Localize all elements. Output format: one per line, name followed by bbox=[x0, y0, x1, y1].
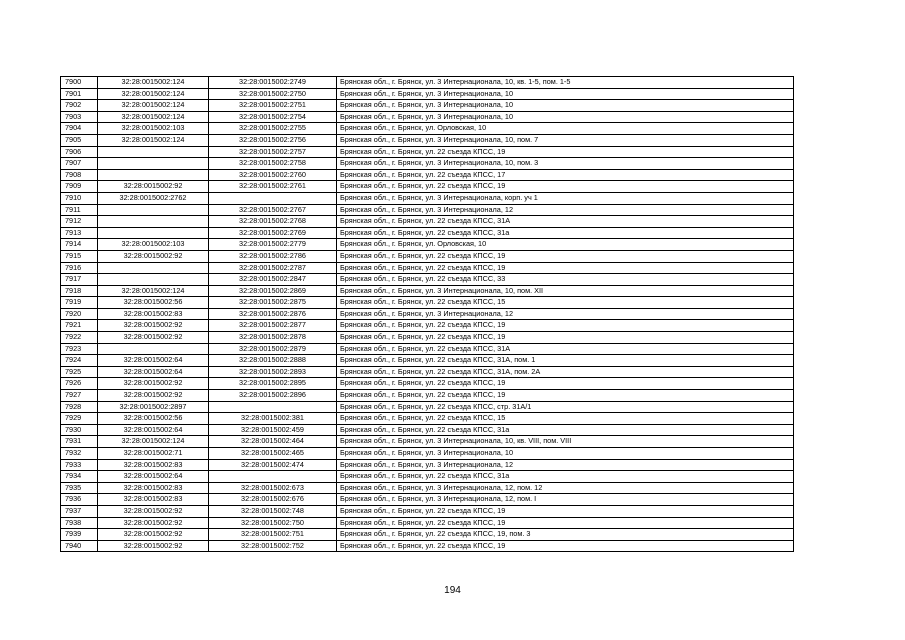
parcel-number-cell: 32:28:0015002:124 bbox=[98, 100, 209, 112]
address-cell: Брянская обл., г. Брянск, ул. 22 съезда КПСС, 19 bbox=[337, 250, 794, 262]
row-number-cell: 7908 bbox=[61, 169, 98, 181]
object-number-cell: 32:28:0015002:2751 bbox=[209, 100, 337, 112]
object-number-cell: 32:28:0015002:2786 bbox=[209, 250, 337, 262]
parcel-number-cell: 32:28:0015002:124 bbox=[98, 77, 209, 89]
row-number-cell: 7909 bbox=[61, 181, 98, 193]
object-number-cell: 32:28:0015002:381 bbox=[209, 413, 337, 425]
row-number-cell: 7900 bbox=[61, 77, 98, 89]
table-row bbox=[61, 366, 794, 378]
parcel-number-cell: 32:28:0015002:92 bbox=[98, 181, 209, 193]
row-number-cell: 7935 bbox=[61, 482, 98, 494]
parcel-number-cell: 32:28:0015002:92 bbox=[98, 529, 209, 541]
table-row bbox=[61, 88, 794, 100]
address-cell: Брянская обл., г. Брянск, ул. 22 съезда КПСС, 19 bbox=[337, 146, 794, 158]
row-number-cell: 7922 bbox=[61, 332, 98, 344]
parcel-number-cell: 32:28:0015002:64 bbox=[98, 366, 209, 378]
parcel-number-cell: 32:28:0015002:64 bbox=[98, 355, 209, 367]
parcel-number-cell bbox=[98, 146, 209, 158]
row-number-cell: 7915 bbox=[61, 250, 98, 262]
object-number-cell: 32:28:0015002:2754 bbox=[209, 111, 337, 123]
row-number-cell: 7918 bbox=[61, 285, 98, 297]
address-cell: Брянская обл., г. Брянск, ул. 22 съезда КПСС, 31А bbox=[337, 216, 794, 228]
table-row bbox=[61, 448, 794, 460]
row-number-cell: 7939 bbox=[61, 529, 98, 541]
table-row bbox=[61, 413, 794, 425]
address-cell: Брянская обл., г. Брянск, ул. 22 съезда КПСС, стр. 31А/1 bbox=[337, 401, 794, 413]
parcel-number-cell: 32:28:0015002:92 bbox=[98, 250, 209, 262]
table-row bbox=[61, 216, 794, 228]
object-number-cell bbox=[209, 471, 337, 483]
row-number-cell: 7934 bbox=[61, 471, 98, 483]
table-row bbox=[61, 239, 794, 251]
object-number-cell: 32:28:0015002:2878 bbox=[209, 332, 337, 344]
parcel-number-cell: 32:28:0015002:64 bbox=[98, 424, 209, 436]
address-cell: Брянская обл., г. Брянск, ул. 22 съезда КПСС, 19 bbox=[337, 517, 794, 529]
address-cell: Брянская обл., г. Брянск, ул. 3 Интернационала, 12, пом. I bbox=[337, 494, 794, 506]
object-number-cell: 32:28:0015002:459 bbox=[209, 424, 337, 436]
parcel-number-cell: 32:28:0015002:124 bbox=[98, 111, 209, 123]
parcel-number-cell bbox=[98, 158, 209, 170]
table-row bbox=[61, 471, 794, 483]
address-cell: Брянская обл., г. Брянск, ул. 3 Интернационала, 10 bbox=[337, 111, 794, 123]
address-cell: Брянская обл., г. Брянск, ул. 3 Интернационала, 10 bbox=[337, 88, 794, 100]
address-cell: Брянская обл., г. Брянск, ул. 22 съезда КПСС, 19 bbox=[337, 505, 794, 517]
table-row bbox=[61, 494, 794, 506]
address-cell: Брянская обл., г. Брянск, ул. 3 Интернационала, 12 bbox=[337, 459, 794, 471]
table-row bbox=[61, 390, 794, 402]
row-number-cell: 7927 bbox=[61, 390, 98, 402]
table-row bbox=[61, 274, 794, 286]
table-row bbox=[61, 146, 794, 158]
table-row bbox=[61, 134, 794, 146]
parcel-number-cell bbox=[98, 274, 209, 286]
object-number-cell: 32:28:0015002:2767 bbox=[209, 204, 337, 216]
table-row bbox=[61, 529, 794, 541]
page-number: 194 bbox=[444, 585, 461, 596]
table-row bbox=[61, 459, 794, 471]
parcel-number-cell: 32:28:0015002:56 bbox=[98, 413, 209, 425]
object-number-cell: 32:28:0015002:2895 bbox=[209, 378, 337, 390]
row-number-cell: 7910 bbox=[61, 192, 98, 204]
object-number-cell: 32:28:0015002:474 bbox=[209, 459, 337, 471]
row-number-cell: 7931 bbox=[61, 436, 98, 448]
address-cell: Брянская обл., г. Брянск, ул. 3 Интернационала, 12, пом. 12 bbox=[337, 482, 794, 494]
parcel-number-cell: 32:28:0015002:103 bbox=[98, 239, 209, 251]
address-cell: Брянская обл., г. Брянск, ул. 22 съезда КПСС, 33 bbox=[337, 274, 794, 286]
object-number-cell: 32:28:0015002:2877 bbox=[209, 320, 337, 332]
row-number-cell: 7907 bbox=[61, 158, 98, 170]
parcel-number-cell: 32:28:0015002:83 bbox=[98, 482, 209, 494]
address-cell: Брянская обл., г. Брянск, ул. 22 съезда КПСС, 19 bbox=[337, 332, 794, 344]
object-number-cell: 32:28:0015002:2879 bbox=[209, 343, 337, 355]
address-cell: Брянская обл., г. Брянск, ул. 3 Интернационала, 10 bbox=[337, 448, 794, 460]
table-row bbox=[61, 436, 794, 448]
table-row bbox=[61, 517, 794, 529]
parcel-number-cell bbox=[98, 262, 209, 274]
address-cell: Брянская обл., г. Брянск, ул. 22 съезда КПСС, 31а bbox=[337, 424, 794, 436]
object-number-cell: 32:28:0015002:2876 bbox=[209, 308, 337, 320]
parcel-number-cell: 32:28:0015002:83 bbox=[98, 308, 209, 320]
row-number-cell: 7925 bbox=[61, 366, 98, 378]
address-cell: Брянская обл., г. Брянск, ул. 22 съезда КПСС, 15 bbox=[337, 297, 794, 309]
address-cell: Брянская обл., г. Брянск, ул. Орловская, 10 bbox=[337, 123, 794, 135]
cadastral-table bbox=[60, 76, 794, 552]
address-cell: Брянская обл., г. Брянск, ул. 3 Интернационала, 10, кв. 1-5, пом. 1-5 bbox=[337, 77, 794, 89]
parcel-number-cell: 32:28:0015002:92 bbox=[98, 320, 209, 332]
address-cell: Брянская обл., г. Брянск, ул. 22 съезда КПСС, 19 bbox=[337, 378, 794, 390]
address-cell: Брянская обл., г. Брянск, ул. 22 съезда КПСС, 31А, пом. 2А bbox=[337, 366, 794, 378]
table-row bbox=[61, 158, 794, 170]
object-number-cell: 32:28:0015002:2755 bbox=[209, 123, 337, 135]
address-cell: Брянская обл., г. Брянск, ул. 22 съезда КПСС, 17 bbox=[337, 169, 794, 181]
address-cell: Брянская обл., г. Брянск, ул. 3 Интернационала, 10, кв. VIII, пом. VIII bbox=[337, 436, 794, 448]
row-number-cell: 7902 bbox=[61, 100, 98, 112]
object-number-cell: 32:28:0015002:2769 bbox=[209, 227, 337, 239]
parcel-number-cell: 32:28:0015002:124 bbox=[98, 436, 209, 448]
table-row bbox=[61, 540, 794, 552]
parcel-number-cell: 32:28:0015002:124 bbox=[98, 285, 209, 297]
object-number-cell: 32:28:0015002:2758 bbox=[209, 158, 337, 170]
table-row bbox=[61, 192, 794, 204]
table-row bbox=[61, 424, 794, 436]
row-number-cell: 7921 bbox=[61, 320, 98, 332]
table-row bbox=[61, 297, 794, 309]
address-cell: Брянская обл., г. Брянск, ул. 22 съезда КПСС, 31а bbox=[337, 471, 794, 483]
row-number-cell: 7904 bbox=[61, 123, 98, 135]
row-number-cell: 7901 bbox=[61, 88, 98, 100]
address-cell: Брянская обл., г. Брянск, ул. 22 съезда КПСС, 19, пом. 3 bbox=[337, 529, 794, 541]
parcel-number-cell bbox=[98, 204, 209, 216]
parcel-number-cell: 32:28:0015002:92 bbox=[98, 517, 209, 529]
row-number-cell: 7937 bbox=[61, 505, 98, 517]
row-number-cell: 7911 bbox=[61, 204, 98, 216]
parcel-number-cell: 32:28:0015002:71 bbox=[98, 448, 209, 460]
object-number-cell: 32:28:0015002:2888 bbox=[209, 355, 337, 367]
object-number-cell bbox=[209, 192, 337, 204]
address-cell: Брянская обл., г. Брянск, ул. Орловская, 10 bbox=[337, 239, 794, 251]
parcel-number-cell: 32:28:0015002:92 bbox=[98, 540, 209, 552]
row-number-cell: 7919 bbox=[61, 297, 98, 309]
parcel-number-cell: 32:28:0015002:83 bbox=[98, 494, 209, 506]
table-row bbox=[61, 308, 794, 320]
row-number-cell: 7906 bbox=[61, 146, 98, 158]
table-row bbox=[61, 343, 794, 355]
table-row bbox=[61, 262, 794, 274]
table-row bbox=[61, 77, 794, 89]
object-number-cell: 32:28:0015002:2768 bbox=[209, 216, 337, 228]
row-number-cell: 7920 bbox=[61, 308, 98, 320]
cadastral-table-body bbox=[61, 77, 794, 552]
row-number-cell: 7940 bbox=[61, 540, 98, 552]
row-number-cell: 7905 bbox=[61, 134, 98, 146]
object-number-cell: 32:28:0015002:676 bbox=[209, 494, 337, 506]
parcel-number-cell bbox=[98, 227, 209, 239]
table-row bbox=[61, 320, 794, 332]
address-cell: Брянская обл., г. Брянск, ул. 22 съезда КПСС, 31а bbox=[337, 227, 794, 239]
table-row bbox=[61, 169, 794, 181]
object-number-cell: 32:28:0015002:2756 bbox=[209, 134, 337, 146]
table-row bbox=[61, 111, 794, 123]
object-number-cell: 32:28:0015002:2847 bbox=[209, 274, 337, 286]
address-cell: Брянская обл., г. Брянск, ул. 22 съезда КПСС, 31А, пом. 1 bbox=[337, 355, 794, 367]
address-cell: Брянская обл., г. Брянск, ул. 22 съезда КПСС, 19 bbox=[337, 262, 794, 274]
parcel-number-cell bbox=[98, 169, 209, 181]
object-number-cell: 32:28:0015002:673 bbox=[209, 482, 337, 494]
address-cell: Брянская обл., г. Брянск, ул. 22 съезда КПСС, 19 bbox=[337, 540, 794, 552]
table-row bbox=[61, 100, 794, 112]
row-number-cell: 7917 bbox=[61, 274, 98, 286]
parcel-number-cell: 32:28:0015002:2762 bbox=[98, 192, 209, 204]
parcel-number-cell bbox=[98, 343, 209, 355]
address-cell: Брянская обл., г. Брянск, ул. 3 Интернационала, 10, пом. XII bbox=[337, 285, 794, 297]
table-row bbox=[61, 181, 794, 193]
object-number-cell: 32:28:0015002:464 bbox=[209, 436, 337, 448]
address-cell: Брянская обл., г. Брянск, ул. 3 Интернационала, 12 bbox=[337, 204, 794, 216]
object-number-cell bbox=[209, 401, 337, 413]
object-number-cell: 32:28:0015002:2761 bbox=[209, 181, 337, 193]
address-cell: Брянская обл., г. Брянск, ул. 22 съезда КПСС, 19 bbox=[337, 181, 794, 193]
table-row bbox=[61, 378, 794, 390]
table-row bbox=[61, 123, 794, 135]
address-cell: Брянская обл., г. Брянск, ул. 22 съезда КПСС, 31А bbox=[337, 343, 794, 355]
row-number-cell: 7933 bbox=[61, 459, 98, 471]
row-number-cell: 7930 bbox=[61, 424, 98, 436]
parcel-number-cell: 32:28:0015002:103 bbox=[98, 123, 209, 135]
row-number-cell: 7924 bbox=[61, 355, 98, 367]
table-row bbox=[61, 505, 794, 517]
object-number-cell: 32:28:0015002:2750 bbox=[209, 88, 337, 100]
row-number-cell: 7916 bbox=[61, 262, 98, 274]
object-number-cell: 32:28:0015002:750 bbox=[209, 517, 337, 529]
object-number-cell: 32:28:0015002:2760 bbox=[209, 169, 337, 181]
object-number-cell: 32:28:0015002:2787 bbox=[209, 262, 337, 274]
address-cell: Брянская обл., г. Брянск, ул. 3 Интернационала, 10, пом. 7 bbox=[337, 134, 794, 146]
row-number-cell: 7929 bbox=[61, 413, 98, 425]
address-cell: Брянская обл., г. Брянск, ул. 22 съезда КПСС, 19 bbox=[337, 320, 794, 332]
address-cell: Брянская обл., г. Брянск, ул. 3 Интернационала, 12 bbox=[337, 308, 794, 320]
table-row bbox=[61, 204, 794, 216]
row-number-cell: 7903 bbox=[61, 111, 98, 123]
row-number-cell: 7912 bbox=[61, 216, 98, 228]
address-cell: Брянская обл., г. Брянск, ул. 3 Интернационала, 10 bbox=[337, 100, 794, 112]
table-row bbox=[61, 332, 794, 344]
table-row bbox=[61, 482, 794, 494]
table-row bbox=[61, 227, 794, 239]
address-cell: Брянская обл., г. Брянск, ул. 22 съезда КПСС, 19 bbox=[337, 390, 794, 402]
table-row bbox=[61, 250, 794, 262]
address-cell: Брянская обл., г. Брянск, ул. 3 Интернационала, 10, пом. 3 bbox=[337, 158, 794, 170]
row-number-cell: 7914 bbox=[61, 239, 98, 251]
table-row bbox=[61, 285, 794, 297]
parcel-number-cell: 32:28:0015002:92 bbox=[98, 332, 209, 344]
parcel-number-cell: 32:28:0015002:64 bbox=[98, 471, 209, 483]
parcel-number-cell: 32:28:0015002:124 bbox=[98, 134, 209, 146]
object-number-cell: 32:28:0015002:2779 bbox=[209, 239, 337, 251]
table-row bbox=[61, 355, 794, 367]
address-cell: Брянская обл., г. Брянск, ул. 3 Интернационала, корп. уч 1 bbox=[337, 192, 794, 204]
row-number-cell: 7938 bbox=[61, 517, 98, 529]
parcel-number-cell: 32:28:0015002:83 bbox=[98, 459, 209, 471]
parcel-number-cell: 32:28:0015002:92 bbox=[98, 505, 209, 517]
parcel-number-cell: 32:28:0015002:92 bbox=[98, 378, 209, 390]
row-number-cell: 7913 bbox=[61, 227, 98, 239]
parcel-number-cell bbox=[98, 216, 209, 228]
row-number-cell: 7926 bbox=[61, 378, 98, 390]
object-number-cell: 32:28:0015002:2875 bbox=[209, 297, 337, 309]
row-number-cell: 7923 bbox=[61, 343, 98, 355]
object-number-cell: 32:28:0015002:2749 bbox=[209, 77, 337, 89]
row-number-cell: 7928 bbox=[61, 401, 98, 413]
table-row bbox=[61, 401, 794, 413]
parcel-number-cell: 32:28:0015002:56 bbox=[98, 297, 209, 309]
object-number-cell: 32:28:0015002:748 bbox=[209, 505, 337, 517]
address-cell: Брянская обл., г. Брянск, ул. 22 съезда КПСС, 15 bbox=[337, 413, 794, 425]
object-number-cell: 32:28:0015002:751 bbox=[209, 529, 337, 541]
object-number-cell: 32:28:0015002:2869 bbox=[209, 285, 337, 297]
row-number-cell: 7936 bbox=[61, 494, 98, 506]
object-number-cell: 32:28:0015002:2893 bbox=[209, 366, 337, 378]
object-number-cell: 32:28:0015002:752 bbox=[209, 540, 337, 552]
object-number-cell: 32:28:0015002:2896 bbox=[209, 390, 337, 402]
parcel-number-cell: 32:28:0015002:92 bbox=[98, 390, 209, 402]
row-number-cell: 7932 bbox=[61, 448, 98, 460]
parcel-number-cell: 32:28:0015002:124 bbox=[98, 88, 209, 100]
object-number-cell: 32:28:0015002:465 bbox=[209, 448, 337, 460]
parcel-number-cell: 32:28:0015002:2897 bbox=[98, 401, 209, 413]
object-number-cell: 32:28:0015002:2757 bbox=[209, 146, 337, 158]
